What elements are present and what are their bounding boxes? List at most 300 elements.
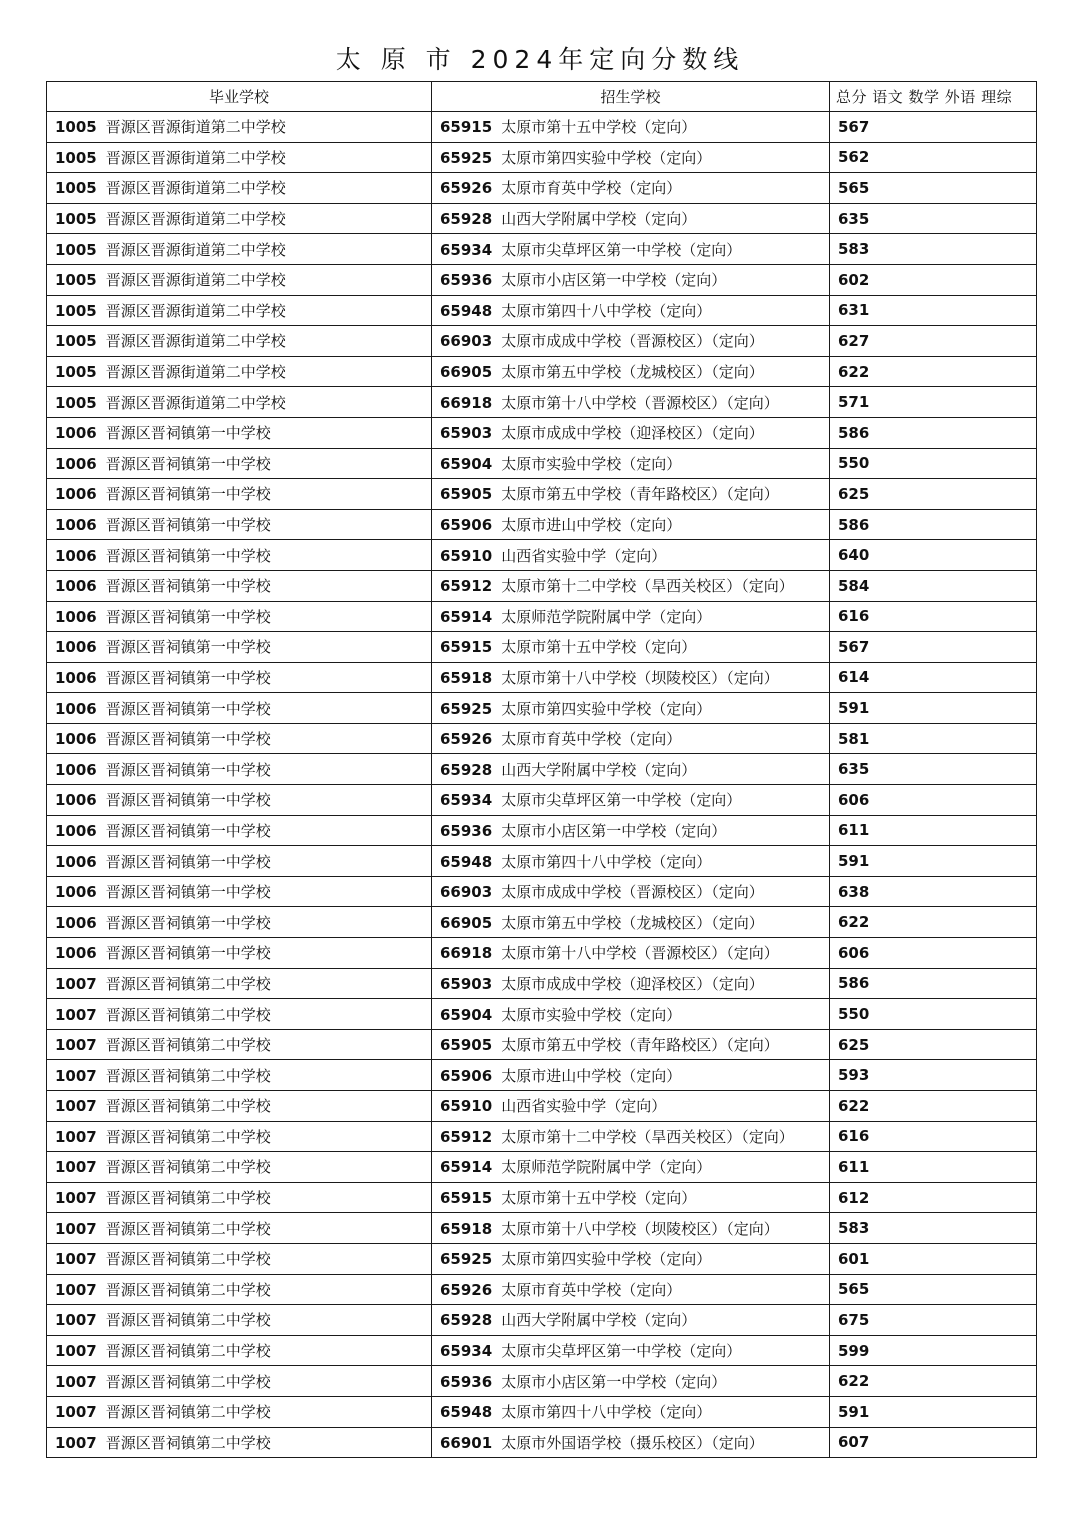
enroll-school-cell <box>432 601 830 632</box>
graduate-school-cell <box>47 1305 432 1336</box>
enroll-school-name: 太原市第四十八中学校（定向） <box>501 1403 712 1422</box>
graduate-school-cell <box>47 1121 432 1152</box>
graduate-school-name: 晋源区晋祠镇第一中学校 <box>105 760 271 779</box>
total-score-cell: 599 <box>830 1335 1037 1366</box>
enroll-school-name: 太原市成成中学校（迎泽校区）（定向） <box>501 424 764 443</box>
enroll-school-cell <box>432 1243 830 1274</box>
graduate-school-name: 晋源区晋祠镇第一中学校 <box>105 454 271 473</box>
total-score-cell: 583 <box>830 1213 1037 1244</box>
table-row <box>47 203 1037 234</box>
table-row <box>47 1335 1037 1366</box>
table-row <box>47 1274 1037 1305</box>
total-score-cell: 612 <box>830 1182 1037 1213</box>
enroll-school-cell <box>432 1091 830 1122</box>
total-score-cell: 622 <box>830 1091 1037 1122</box>
graduate-school-cell <box>47 1335 432 1366</box>
graduate-school-code: 1005 <box>55 210 97 229</box>
enroll-school-cell <box>432 1121 830 1152</box>
enroll-school-code: 65915 <box>440 118 493 137</box>
table-row <box>47 1091 1037 1122</box>
total-score-cell: 635 <box>830 754 1037 785</box>
graduate-school-name: 晋源区晋祠镇第一中学校 <box>105 546 271 565</box>
table-row <box>47 1060 1037 1091</box>
total-score-cell: 593 <box>830 1060 1037 1091</box>
graduate-school-code: 1007 <box>55 1066 97 1085</box>
table-row <box>47 326 1037 357</box>
enroll-school-code: 65926 <box>440 1280 493 1299</box>
enroll-school-cell <box>432 448 830 479</box>
total-score-cell: 607 <box>830 1427 1037 1458</box>
enroll-school-code: 65934 <box>440 240 493 259</box>
enroll-school-code: 66918 <box>440 393 493 412</box>
enroll-school-name: 太原师范学院附属中学（定向） <box>501 1158 712 1177</box>
enroll-school-name: 太原市外国语学校（摄乐校区）（定向） <box>501 1433 764 1452</box>
enroll-school-cell <box>432 203 830 234</box>
graduate-school-name: 晋源区晋祠镇第二中学校 <box>105 1372 271 1391</box>
enroll-school-name: 太原市第四十八中学校（定向） <box>501 852 712 871</box>
graduate-school-cell <box>47 723 432 754</box>
total-score-cell: 550 <box>830 448 1037 479</box>
graduate-school-cell <box>47 448 432 479</box>
enroll-school-cell <box>432 1029 830 1060</box>
graduate-school-name: 晋源区晋祠镇第二中学校 <box>105 1403 271 1422</box>
enroll-school-cell <box>432 387 830 418</box>
graduate-school-cell <box>47 356 432 387</box>
table-row <box>47 1427 1037 1458</box>
table-row <box>47 876 1037 907</box>
enroll-school-cell <box>432 968 830 999</box>
enroll-school-cell <box>432 632 830 663</box>
enroll-school-name: 山西大学附属中学校（定向） <box>501 760 697 779</box>
graduate-school-name: 晋源区晋祠镇第一中学校 <box>105 668 271 687</box>
graduate-school-cell <box>47 1274 432 1305</box>
enroll-school-cell <box>432 876 830 907</box>
graduate-school-code: 1006 <box>55 791 97 810</box>
graduate-school-cell <box>47 295 432 326</box>
table-row <box>47 968 1037 999</box>
enroll-school-code: 65918 <box>440 668 493 687</box>
graduate-school-name: 晋源区晋源街道第二中学校 <box>105 271 286 290</box>
graduate-school-cell <box>47 1182 432 1213</box>
graduate-school-code: 1006 <box>55 821 97 840</box>
graduate-school-name: 晋源区晋祠镇第一中学校 <box>105 424 271 443</box>
enroll-school-name: 太原市小店区第一中学校（定向） <box>501 821 727 840</box>
graduate-school-code: 1007 <box>55 1311 97 1330</box>
enroll-school-name: 太原市第五中学校（青年路校区）（定向） <box>501 485 779 504</box>
graduate-school-code: 1005 <box>55 271 97 290</box>
enroll-school-name: 太原市第十二中学校（旱西关校区）（定向） <box>501 577 794 596</box>
enroll-school-cell <box>432 509 830 540</box>
total-score-cell: 591 <box>830 1396 1037 1427</box>
enroll-school-cell <box>432 295 830 326</box>
enroll-school-code: 65928 <box>440 1311 493 1330</box>
graduate-school-cell <box>47 1366 432 1397</box>
graduate-school-code: 1007 <box>55 1250 97 1269</box>
total-score-cell: 611 <box>830 1152 1037 1183</box>
table-row <box>47 938 1037 969</box>
graduate-school-cell <box>47 264 432 295</box>
graduate-school-cell <box>47 1091 432 1122</box>
graduate-school-code: 1007 <box>55 1342 97 1361</box>
table-row <box>47 693 1037 724</box>
total-score-cell: 583 <box>830 234 1037 265</box>
table-row <box>47 570 1037 601</box>
enroll-school-code: 66903 <box>440 332 493 351</box>
enroll-school-name: 太原市小店区第一中学校（定向） <box>501 271 727 290</box>
table-row <box>47 1121 1037 1152</box>
enroll-school-cell <box>432 785 830 816</box>
enroll-school-name: 太原市第四十八中学校（定向） <box>501 301 712 320</box>
graduate-school-name: 晋源区晋祠镇第二中学校 <box>105 1342 271 1361</box>
total-score-cell: 584 <box>830 570 1037 601</box>
total-score-cell: 616 <box>830 1121 1037 1152</box>
enroll-school-name: 太原市第四实验中学校（定向） <box>501 699 712 718</box>
total-score-cell: 631 <box>830 295 1037 326</box>
enroll-school-code: 66901 <box>440 1433 493 1452</box>
total-score-cell: 601 <box>830 1243 1037 1274</box>
table-row <box>47 1243 1037 1274</box>
enroll-school-code: 65910 <box>440 546 493 565</box>
graduate-school-code: 1005 <box>55 332 97 351</box>
total-score-cell: 606 <box>830 785 1037 816</box>
enroll-school-code: 66905 <box>440 913 493 932</box>
graduate-school-name: 晋源区晋源街道第二中学校 <box>105 393 286 412</box>
graduate-school-name: 晋源区晋祠镇第二中学校 <box>105 1219 271 1238</box>
enroll-school-name: 太原市育英中学校（定向） <box>501 179 682 198</box>
enroll-school-code: 66903 <box>440 883 493 902</box>
graduate-school-name: 晋源区晋源街道第二中学校 <box>105 148 286 167</box>
enroll-school-cell <box>432 1182 830 1213</box>
graduate-school-name: 晋源区晋祠镇第一中学校 <box>105 913 271 932</box>
graduate-school-cell <box>47 1152 432 1183</box>
enroll-school-cell <box>432 540 830 571</box>
graduate-school-cell <box>47 112 432 143</box>
graduate-school-code: 1005 <box>55 118 97 137</box>
graduate-school-cell <box>47 846 432 877</box>
enroll-school-code: 65912 <box>440 577 493 596</box>
graduate-school-name: 晋源区晋祠镇第一中学校 <box>105 638 271 657</box>
enroll-school-code: 65926 <box>440 179 493 198</box>
enroll-school-name: 太原市成成中学校（晋源校区）（定向） <box>501 883 764 902</box>
enroll-school-code: 65926 <box>440 730 493 749</box>
total-score-cell: 562 <box>830 142 1037 173</box>
graduate-school-name: 晋源区晋祠镇第一中学校 <box>105 699 271 718</box>
total-score-cell: 602 <box>830 264 1037 295</box>
enroll-school-name: 太原市第四实验中学校（定向） <box>501 148 712 167</box>
graduate-school-name: 晋源区晋祠镇第二中学校 <box>105 1127 271 1146</box>
graduate-school-code: 1007 <box>55 1189 97 1208</box>
enroll-school-cell <box>432 999 830 1030</box>
table-row <box>47 785 1037 816</box>
table-row <box>47 723 1037 754</box>
graduate-school-code: 1006 <box>55 852 97 871</box>
graduate-school-code: 1007 <box>55 1127 97 1146</box>
graduate-school-cell <box>47 1060 432 1091</box>
enroll-school-cell <box>432 264 830 295</box>
total-score-cell: 567 <box>830 632 1037 663</box>
graduate-school-code: 1006 <box>55 913 97 932</box>
total-score-cell: 625 <box>830 1029 1037 1060</box>
header-scores: 总分 语文 数学 外语 理综 <box>830 82 1037 112</box>
graduate-school-code: 1007 <box>55 1036 97 1055</box>
table-row <box>47 815 1037 846</box>
graduate-school-code: 1006 <box>55 577 97 596</box>
total-score-cell: 675 <box>830 1305 1037 1336</box>
graduate-school-code: 1007 <box>55 974 97 993</box>
graduate-school-cell <box>47 1029 432 1060</box>
enroll-school-code: 65914 <box>440 1158 493 1177</box>
header-enroll-school: 招生学校 <box>432 82 830 112</box>
enroll-school-code: 65948 <box>440 1403 493 1422</box>
total-score-cell: 565 <box>830 173 1037 204</box>
total-score-cell: 627 <box>830 326 1037 357</box>
enroll-school-cell <box>432 142 830 173</box>
enroll-school-name: 山西大学附属中学校（定向） <box>501 210 697 229</box>
enroll-school-code: 65905 <box>440 1036 493 1055</box>
enroll-school-name: 太原市实验中学校（定向） <box>501 1005 682 1024</box>
enroll-school-code: 65910 <box>440 1097 493 1116</box>
graduate-school-code: 1007 <box>55 1219 97 1238</box>
table-row <box>47 142 1037 173</box>
total-score-cell: 640 <box>830 540 1037 571</box>
enroll-school-code: 66905 <box>440 363 493 382</box>
graduate-school-cell <box>47 509 432 540</box>
enroll-school-code: 65918 <box>440 1219 493 1238</box>
graduate-school-code: 1006 <box>55 760 97 779</box>
graduate-school-code: 1006 <box>55 485 97 504</box>
enroll-school-code: 65915 <box>440 638 493 657</box>
graduate-school-code: 1005 <box>55 240 97 259</box>
graduate-school-cell <box>47 173 432 204</box>
enroll-school-cell <box>432 1152 830 1183</box>
enroll-school-cell <box>432 173 830 204</box>
graduate-school-name: 晋源区晋祠镇第二中学校 <box>105 974 271 993</box>
enroll-school-name: 太原市尖草坪区第一中学校（定向） <box>501 240 742 259</box>
enroll-school-code: 65915 <box>440 1189 493 1208</box>
graduate-school-name: 晋源区晋源街道第二中学校 <box>105 332 286 351</box>
graduate-school-cell <box>47 1427 432 1458</box>
enroll-school-name: 太原市第十八中学校（晋源校区）（定向） <box>501 393 779 412</box>
enroll-school-name: 太原市第十五中学校（定向） <box>501 118 697 137</box>
graduate-school-cell <box>47 326 432 357</box>
total-score-cell: 622 <box>830 907 1037 938</box>
enroll-school-cell <box>432 479 830 510</box>
graduate-school-code: 1007 <box>55 1158 97 1177</box>
enroll-school-cell <box>432 1366 830 1397</box>
enroll-school-cell <box>432 1213 830 1244</box>
graduate-school-cell <box>47 876 432 907</box>
enroll-school-cell <box>432 1060 830 1091</box>
enroll-school-cell <box>432 326 830 357</box>
header-graduate-school: 毕业学校 <box>47 82 432 112</box>
graduate-school-code: 1006 <box>55 699 97 718</box>
graduate-school-name: 晋源区晋祠镇第一中学校 <box>105 821 271 840</box>
graduate-school-code: 1006 <box>55 454 97 473</box>
table-row <box>47 479 1037 510</box>
graduate-school-name: 晋源区晋祠镇第一中学校 <box>105 791 271 810</box>
graduate-school-code: 1006 <box>55 730 97 749</box>
enroll-school-cell <box>432 1305 830 1336</box>
graduate-school-name: 晋源区晋祠镇第一中学校 <box>105 577 271 596</box>
enroll-school-code: 65948 <box>440 301 493 320</box>
enroll-school-name: 太原市第十五中学校（定向） <box>501 638 697 657</box>
enroll-school-code: 65925 <box>440 699 493 718</box>
enroll-school-cell <box>432 938 830 969</box>
graduate-school-code: 1006 <box>55 883 97 902</box>
enroll-school-name: 太原市成成中学校（迎泽校区）（定向） <box>501 974 764 993</box>
table-row <box>47 295 1037 326</box>
enroll-school-cell <box>432 356 830 387</box>
enroll-school-code: 65948 <box>440 852 493 871</box>
enroll-school-name: 太原市第四实验中学校（定向） <box>501 1250 712 1269</box>
total-score-cell: 606 <box>830 938 1037 969</box>
enroll-school-cell <box>432 112 830 143</box>
graduate-school-code: 1007 <box>55 1372 97 1391</box>
enroll-school-code: 65934 <box>440 1342 493 1361</box>
table-row <box>47 1152 1037 1183</box>
table-row <box>47 1029 1037 1060</box>
table-row <box>47 1182 1037 1213</box>
graduate-school-code: 1006 <box>55 638 97 657</box>
enroll-school-code: 65925 <box>440 1250 493 1269</box>
header-row <box>47 82 1037 112</box>
enroll-school-code: 65903 <box>440 424 493 443</box>
total-score-cell: 586 <box>830 417 1037 448</box>
enroll-school-name: 太原市第十八中学校（坝陵校区）（定向） <box>501 668 779 687</box>
graduate-school-name: 晋源区晋祠镇第一中学校 <box>105 944 271 963</box>
enroll-school-code: 65936 <box>440 271 493 290</box>
enroll-school-name: 山西省实验中学（定向） <box>501 546 667 565</box>
graduate-school-code: 1005 <box>55 148 97 167</box>
graduate-school-cell <box>47 203 432 234</box>
graduate-school-name: 晋源区晋源街道第二中学校 <box>105 363 286 382</box>
enroll-school-name: 太原市育英中学校（定向） <box>501 1280 682 1299</box>
graduate-school-name: 晋源区晋源街道第二中学校 <box>105 179 286 198</box>
table-row <box>47 601 1037 632</box>
total-score-cell: 635 <box>830 203 1037 234</box>
graduate-school-name: 晋源区晋祠镇第二中学校 <box>105 1036 271 1055</box>
enroll-school-name: 太原市小店区第一中学校（定向） <box>501 1372 727 1391</box>
graduate-school-code: 1005 <box>55 301 97 320</box>
enroll-school-code: 65934 <box>440 791 493 810</box>
graduate-school-code: 1007 <box>55 1005 97 1024</box>
graduate-school-name: 晋源区晋祠镇第二中学校 <box>105 1097 271 1116</box>
table-row <box>47 540 1037 571</box>
graduate-school-name: 晋源区晋祠镇第二中学校 <box>105 1433 271 1452</box>
enroll-school-name: 太原市育英中学校（定向） <box>501 730 682 749</box>
enroll-school-cell <box>432 570 830 601</box>
table-row <box>47 754 1037 785</box>
graduate-school-cell <box>47 785 432 816</box>
enroll-school-name: 太原市实验中学校（定向） <box>501 454 682 473</box>
graduate-school-cell <box>47 601 432 632</box>
graduate-school-name: 晋源区晋源街道第二中学校 <box>105 301 286 320</box>
enroll-school-code: 65903 <box>440 974 493 993</box>
total-score-cell: 638 <box>830 876 1037 907</box>
enroll-school-cell <box>432 723 830 754</box>
total-score-cell: 586 <box>830 968 1037 999</box>
graduate-school-code: 1006 <box>55 668 97 687</box>
table-row <box>47 264 1037 295</box>
graduate-school-name: 晋源区晋祠镇第二中学校 <box>105 1311 271 1330</box>
graduate-school-cell <box>47 907 432 938</box>
table-row <box>47 1396 1037 1427</box>
table-row <box>47 1213 1037 1244</box>
graduate-school-name: 晋源区晋祠镇第一中学校 <box>105 516 271 535</box>
enroll-school-name: 太原市第五中学校（龙城校区）（定向） <box>501 363 764 382</box>
enroll-school-cell <box>432 1335 830 1366</box>
enroll-school-code: 65912 <box>440 1127 493 1146</box>
table-header <box>47 82 1037 112</box>
enroll-school-cell <box>432 815 830 846</box>
graduate-school-cell <box>47 938 432 969</box>
enroll-school-name: 太原市第十二中学校（旱西关校区）（定向） <box>501 1127 794 1146</box>
total-score-cell: 625 <box>830 479 1037 510</box>
graduate-school-cell <box>47 417 432 448</box>
enroll-school-cell <box>432 234 830 265</box>
graduate-school-name: 晋源区晋源街道第二中学校 <box>105 210 286 229</box>
table-row <box>47 662 1037 693</box>
graduate-school-name: 晋源区晋祠镇第二中学校 <box>105 1158 271 1177</box>
table-row <box>47 417 1037 448</box>
enroll-school-name: 太原市尖草坪区第一中学校（定向） <box>501 1342 742 1361</box>
graduate-school-name: 晋源区晋祠镇第一中学校 <box>105 607 271 626</box>
enroll-school-cell <box>432 907 830 938</box>
enroll-school-name: 太原市第十八中学校（晋源校区）（定向） <box>501 944 779 963</box>
total-score-cell: 622 <box>830 356 1037 387</box>
graduate-school-cell <box>47 662 432 693</box>
table-row <box>47 112 1037 143</box>
graduate-school-cell <box>47 234 432 265</box>
table-row <box>47 907 1037 938</box>
total-score-cell: 586 <box>830 509 1037 540</box>
graduate-school-code: 1006 <box>55 546 97 565</box>
total-score-cell: 611 <box>830 815 1037 846</box>
graduate-school-code: 1007 <box>55 1433 97 1452</box>
enroll-school-code: 65904 <box>440 454 493 473</box>
total-score-cell: 622 <box>830 1366 1037 1397</box>
graduate-school-cell <box>47 540 432 571</box>
table-row <box>47 173 1037 204</box>
enroll-school-cell <box>432 846 830 877</box>
total-score-cell: 550 <box>830 999 1037 1030</box>
page-title: 太 原 市 2024年定向分数线 <box>335 45 745 74</box>
score-table <box>46 81 1037 1458</box>
table-row <box>47 387 1037 418</box>
table-body <box>47 112 1037 1458</box>
graduate-school-code: 1006 <box>55 424 97 443</box>
enroll-school-cell <box>432 1427 830 1458</box>
enroll-school-cell <box>432 1274 830 1305</box>
graduate-school-code: 1005 <box>55 393 97 412</box>
enroll-school-code: 66918 <box>440 944 493 963</box>
graduate-school-name: 晋源区晋祠镇第一中学校 <box>105 730 271 749</box>
enroll-school-code: 65906 <box>440 1066 493 1085</box>
graduate-school-name: 晋源区晋祠镇第二中学校 <box>105 1250 271 1269</box>
enroll-school-name: 太原市进山中学校（定向） <box>501 1066 682 1085</box>
total-score-cell: 591 <box>830 846 1037 877</box>
graduate-school-code: 1006 <box>55 944 97 963</box>
graduate-school-cell <box>47 632 432 663</box>
enroll-school-name: 太原市尖草坪区第一中学校（定向） <box>501 791 742 810</box>
graduate-school-code: 1005 <box>55 179 97 198</box>
enroll-school-cell <box>432 754 830 785</box>
enroll-school-name: 太原市第十五中学校（定向） <box>501 1189 697 1208</box>
graduate-school-cell <box>47 1396 432 1427</box>
table-row <box>47 846 1037 877</box>
table-row <box>47 1366 1037 1397</box>
enroll-school-name: 山西省实验中学（定向） <box>501 1097 667 1116</box>
